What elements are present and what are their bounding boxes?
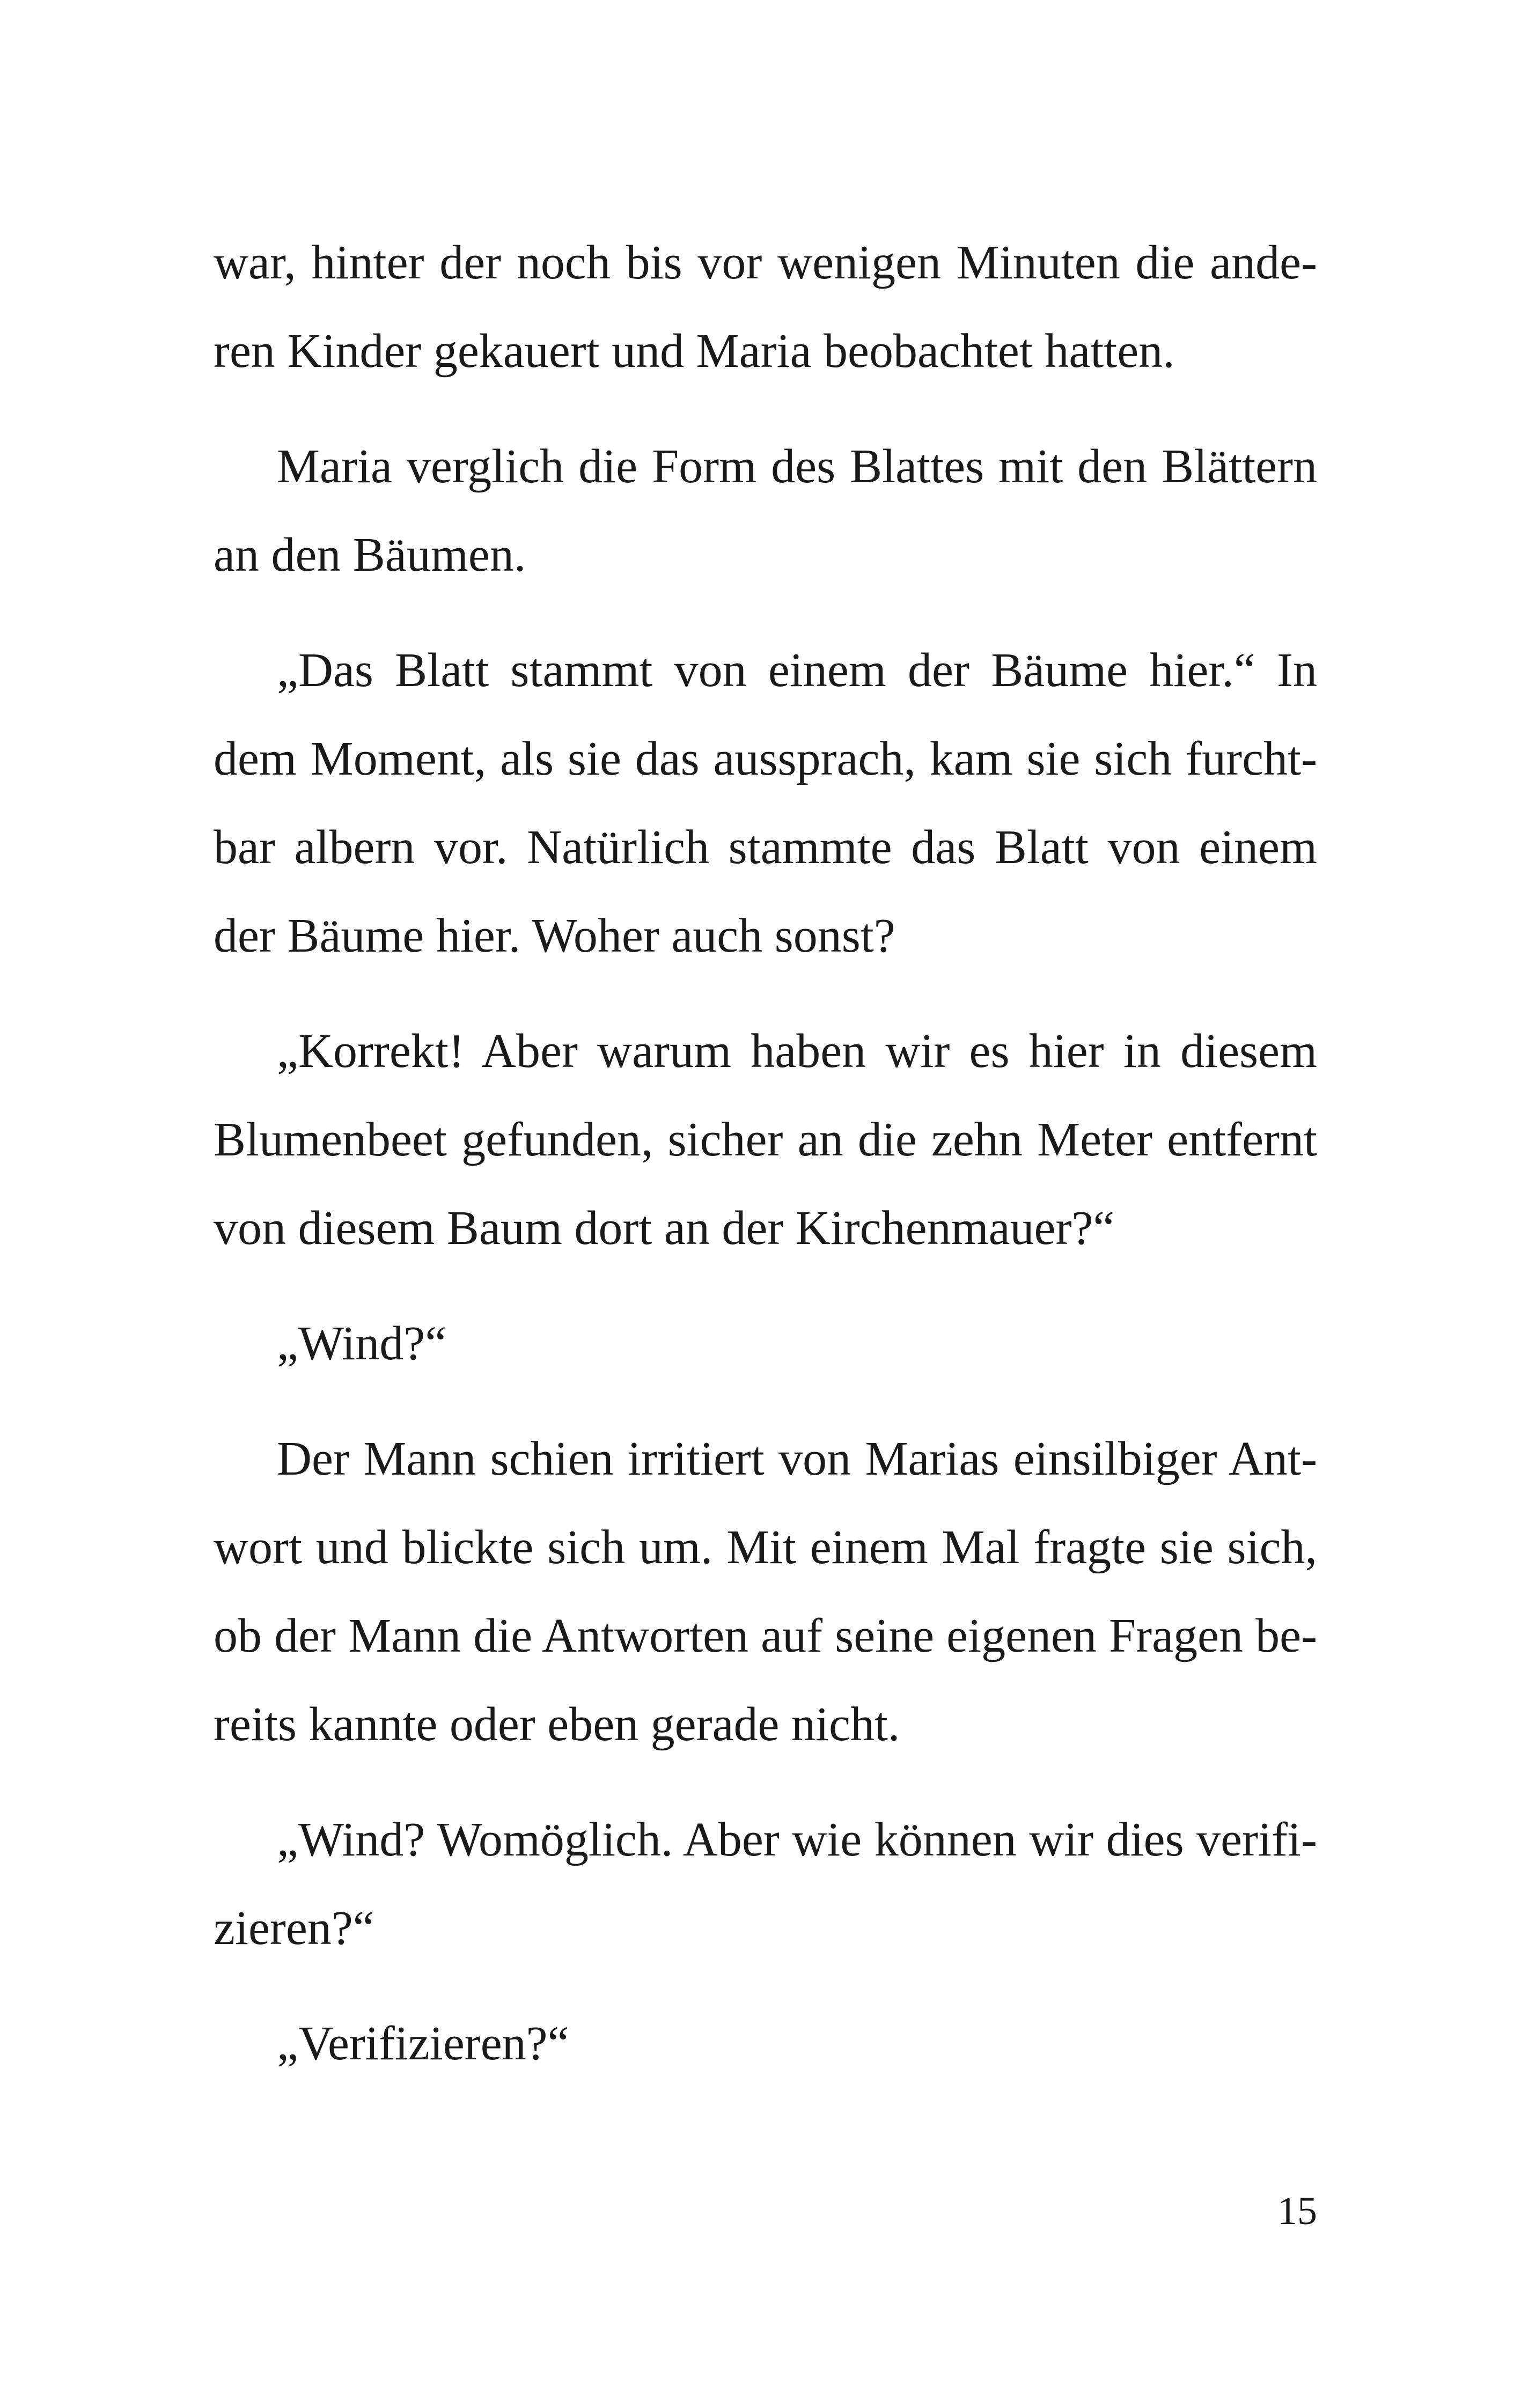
page-number: 15	[1277, 2189, 1317, 2233]
text-line: „Wind?“	[277, 1317, 447, 1370]
text-line: „Verifizieren?“	[277, 2017, 569, 2070]
text-line: Blumenbeet gefunden, sicher an die zehn Meter entfernt	[214, 1113, 1317, 1166]
text-line: reits kannte oder eben gerade nicht.	[214, 1698, 900, 1751]
text-line: ren Kinder gekauert und Maria beobachtet hatten.	[214, 325, 1175, 378]
text-line: zieren?“	[214, 1902, 374, 1955]
text-line: „Korrekt! Aber warum haben wir es hier in diesem	[277, 1025, 1317, 1078]
text-line: an den Bäumen.	[214, 528, 526, 581]
text-line: dem Moment, als sie das aussprach, kam sie sich furcht-	[214, 732, 1317, 785]
text-line: wort und blickte sich um. Mit einem Mal fragte sie sich,	[214, 1521, 1317, 1574]
text-line: „Wind? Womöglich. Aber wie können wir dies verifi-	[277, 1813, 1317, 1866]
text-line: Maria verglich die Form des Blattes mit den Blättern	[277, 440, 1317, 493]
text-line: der Bäume hier. Woher auch sonst?	[214, 909, 895, 962]
text-line: ob der Mann die Antworten auf seine eigenen Fragen be-	[214, 1609, 1317, 1662]
text-line: „Das Blatt stammt von einem der Bäume hier.“ In	[277, 644, 1317, 697]
text-line: von diesem Baum dort an der Kirchenmauer?“	[214, 1202, 1115, 1255]
text-line: Der Mann schien irritiert von Marias einsilbiger Ant-	[277, 1432, 1317, 1485]
text-line: bar albern vor. Natürlich stammte das Blatt von einem	[214, 821, 1317, 874]
text-line: war, hinter der noch bis vor wenigen Minuten die ande-	[214, 236, 1317, 289]
